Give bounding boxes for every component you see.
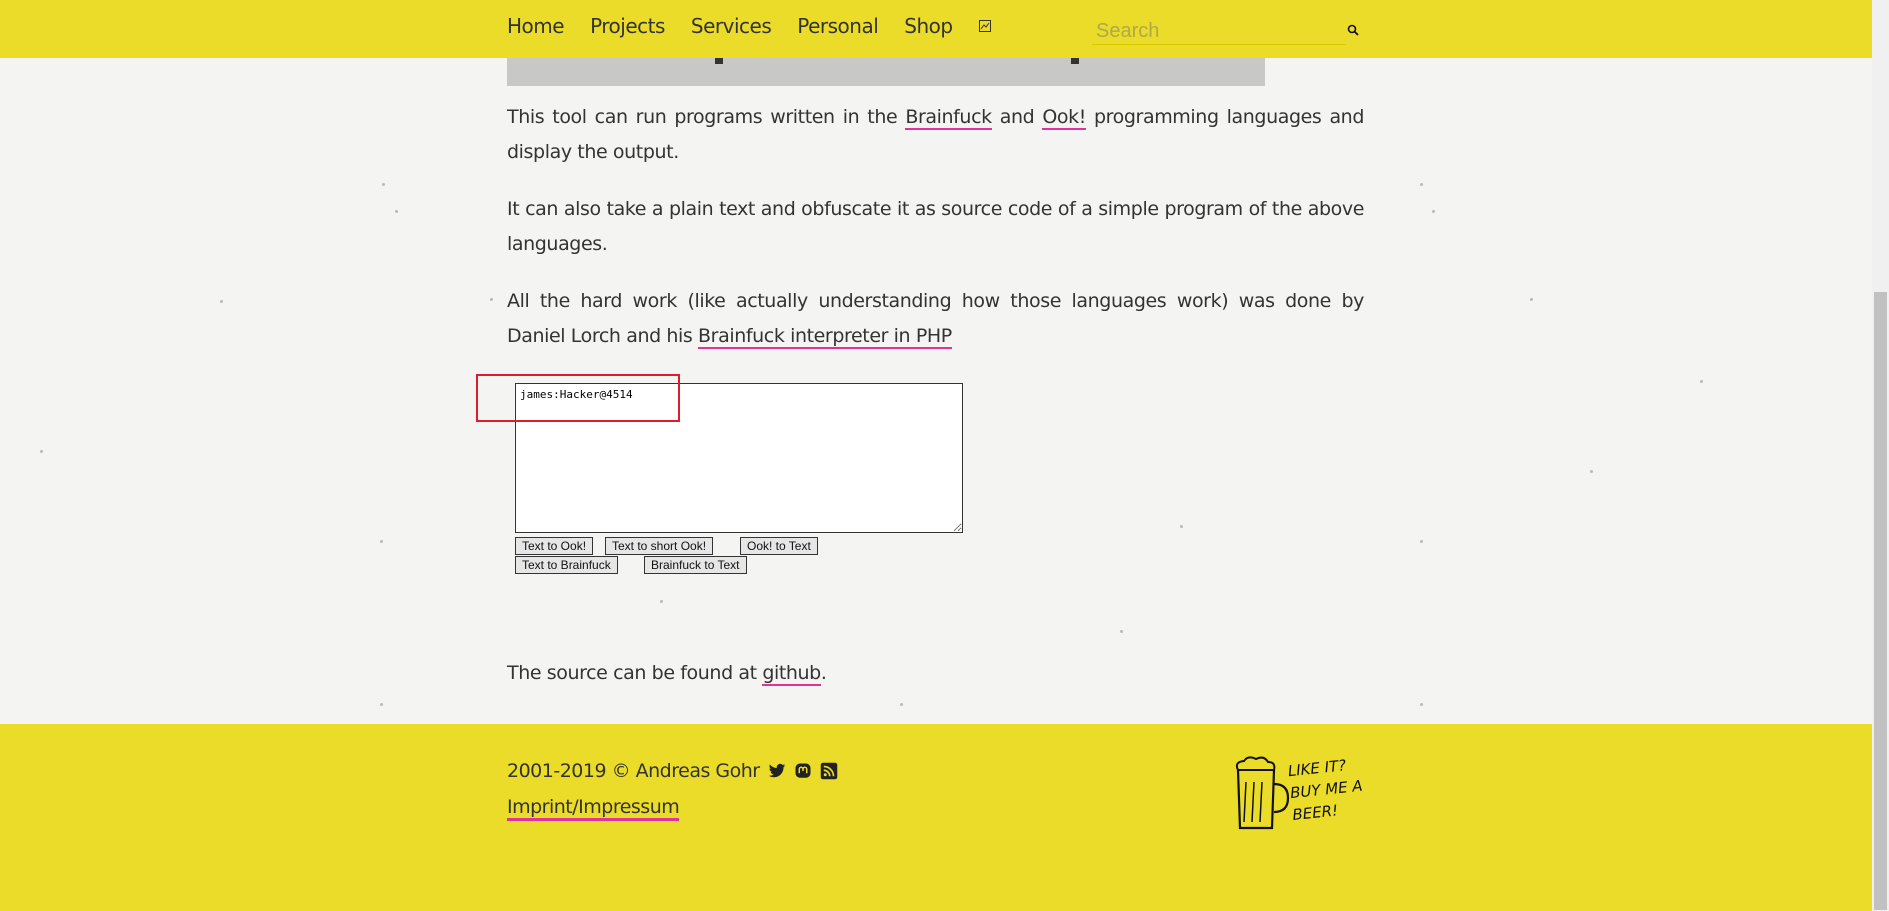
p3-pre: All the hard work (like actually understanding how those languages work) was done by Daniel Lorch and his (507, 290, 1364, 347)
source-paragraph (507, 656, 1364, 691)
ook-to-text-button[interactable]: Ook! to Text (740, 537, 818, 555)
code-textarea[interactable] (515, 383, 963, 533)
source-pre: The source can be found at (507, 662, 763, 684)
ook-link[interactable]: Ook! (1042, 106, 1086, 128)
nav-home[interactable]: Home (507, 14, 565, 38)
text-to-brainfuck-button[interactable]: Text to Brainfuck (515, 556, 618, 574)
nav-services[interactable]: Services (690, 14, 772, 38)
imprint-link[interactable]: Imprint/Impressum (507, 796, 679, 821)
page-header-image (507, 58, 1265, 86)
beer-mug-icon[interactable] (1230, 756, 1290, 837)
p1-pre: This tool can run programs written in the (507, 106, 906, 128)
scrollbar-thumb[interactable] (1874, 292, 1887, 910)
header-glyph (715, 58, 723, 64)
scrollbar-track[interactable] (1872, 0, 1889, 911)
credits-paragraph (507, 284, 1364, 354)
copyright-text: 2001-2019 © Andreas Gohr (507, 760, 760, 782)
footer (0, 724, 1872, 911)
php-interpreter-link[interactable]: Brainfuck interpreter in PHP (698, 325, 952, 347)
twitter-icon[interactable] (768, 762, 786, 780)
beer-text[interactable]: LIKE IT? BUY ME A BEER! (1286, 756, 1364, 825)
intro-paragraph (507, 100, 1364, 170)
brainfuck-link[interactable]: Brainfuck (905, 106, 992, 128)
copyright (507, 760, 838, 782)
rss-icon[interactable] (820, 762, 838, 780)
mastodon-icon[interactable] (794, 762, 812, 780)
text-to-ook-button[interactable]: Text to Ook! (515, 537, 593, 555)
nav-shop[interactable]: Shop (904, 14, 953, 38)
top-navbar (0, 0, 1872, 58)
main-nav (507, 14, 991, 42)
brainfuck-to-text-button[interactable]: Brainfuck to Text (644, 556, 747, 574)
header-glyph (1071, 58, 1079, 64)
search-icon[interactable] (1344, 22, 1362, 40)
image-icon[interactable] (979, 14, 991, 42)
p2-text: It can also take a plain text and obfuscate it as source code of a simple program of the above languages. (507, 198, 1364, 255)
github-link[interactable]: github (762, 662, 821, 684)
p1-post: programming languages and display the output. (507, 106, 1364, 163)
source-post: . (820, 662, 827, 684)
p1-mid: and (991, 106, 1043, 128)
obfuscate-paragraph (507, 192, 1364, 262)
text-to-short-ook-button[interactable]: Text to short Ook! (605, 537, 713, 555)
search-input[interactable] (1092, 18, 1346, 45)
nav-projects[interactable]: Projects (590, 14, 665, 38)
nav-personal[interactable]: Personal (797, 14, 879, 38)
